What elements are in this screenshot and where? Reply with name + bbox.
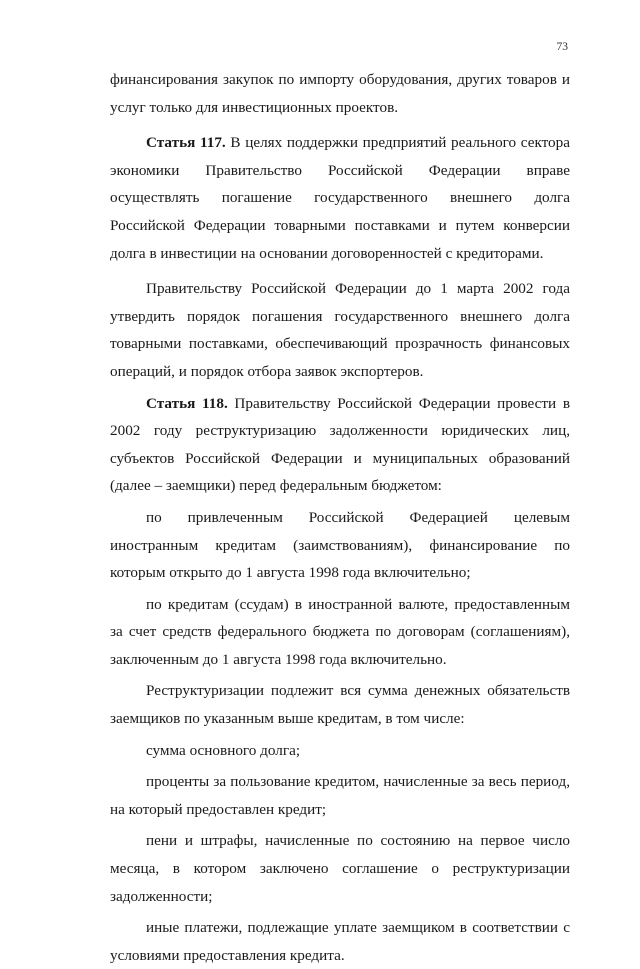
paragraph-text: сумма основного долга;: [146, 741, 301, 759]
paragraph-currency-credits: [110, 591, 570, 674]
paragraph-foreign-credits: [110, 504, 570, 587]
paragraph-other-payments: [110, 914, 570, 969]
paragraph-penalties: [110, 827, 570, 910]
paragraph-text: Правительству Российской Федерации до 1 марта 2002 года утвердить порядок погашения государственного внешнего долга товарными поставками, обеспечивающий прозрачность финансовых операций, и порядок отбора заявок экспортеров.: [110, 280, 570, 380]
paragraph-text: Реструктуризации подлежит вся сумма денежных обязательств заемщиков по указанным выше кредитам, в том числе:: [110, 682, 570, 728]
paragraph-text: проценты за пользование кредитом, начисленные за весь период, на который предоставлен кредит;: [110, 773, 570, 818]
paragraph-text: финансирования закупок по импорту оборудования, других товаров и услуг только для инвестиционных проектов.: [110, 71, 570, 116]
paragraph-text: по привлеченным Российской Федерацией целевым иностранным кредитам (заимствованиям), финансирование по которым открыто до 1 августа 1998 года включительно;: [110, 508, 570, 582]
paragraph-interest: [110, 768, 570, 823]
paragraph-text: пени и штрафы, начисленные по состоянию на первое число месяца, в котором заключено соглашение о реструктуризации задолженности;: [110, 832, 570, 905]
paragraph-text: иные платежи, подлежащие уплате заемщиком в соответствии с условиями предоставления кредита.: [110, 919, 570, 964]
paragraph-continuation: [110, 66, 570, 121]
paragraph-government-order: [110, 275, 570, 385]
article-title: Статья 118.: [146, 394, 228, 412]
paragraph-article-117: [110, 129, 570, 267]
article-title: Статья 117.: [146, 134, 226, 152]
paragraph-text: Правительству Российской Федерации провести в 2002 году реструктуризацию задолженности юридических лиц, субъектов Российской Федерации и муниципальных образований (далее – заемщики) перед федеральным бюджетом:: [110, 394, 571, 495]
paragraph-restructuring-scope: [110, 677, 570, 732]
document-body: [110, 66, 570, 969]
paragraph-article-118: [110, 390, 570, 500]
paragraph-text: по кредитам (ссудам) в иностранной валюте, предоставленным за счет средств федерального бюджета по договорам (соглашениям), заключенным до 1 августа 1998 года включительно.: [110, 595, 570, 668]
paragraph-principal: [110, 737, 570, 765]
paragraph-text: В целях поддержки предприятий реального сектора экономики Правительство Российской Федерации вправе осуществлять погашение государственного внешнего долга Российской Федерации товарными поставками и путем конверсии долга в инвестиции на основании договоренностей с кредиторами.: [110, 134, 570, 262]
page-number: 73: [556, 41, 568, 53]
